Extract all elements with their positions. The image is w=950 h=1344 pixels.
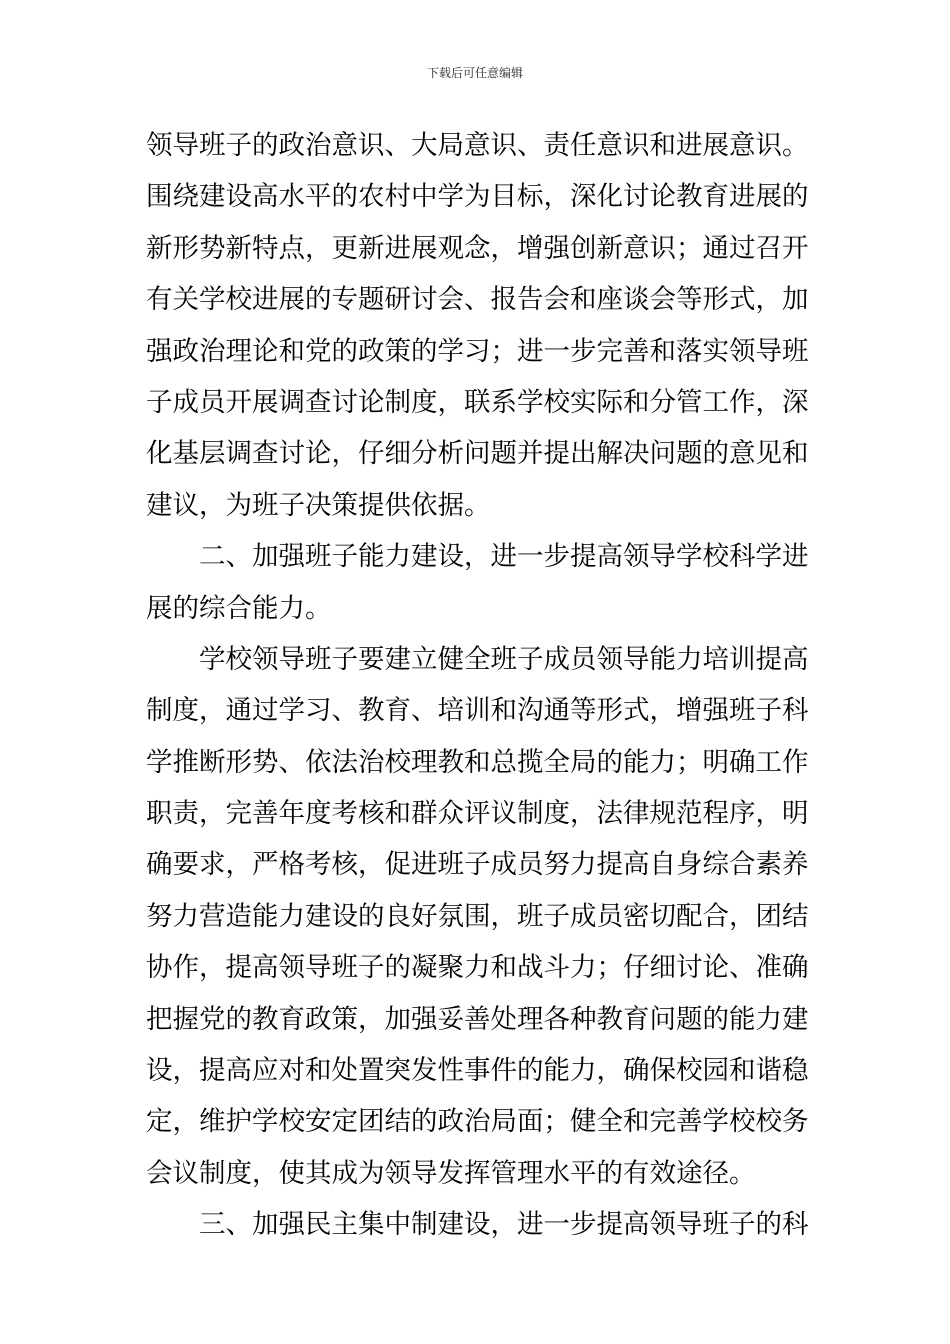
- text-line: 确要求，严格考核，促进班子成员努力提高自身综合素养: [146, 849, 809, 881]
- text-line: 子成员开展调查讨论制度，联系学校实际和分管工作，深: [146, 386, 809, 418]
- section-heading: 三、加强民主集中制建设，进一步提高领导班子的科: [199, 1209, 809, 1241]
- page-header: 下载后可任意编辑: [426, 66, 523, 80]
- text-line: 新形势新特点，更新进展观念，增强创新意识；通过召开: [146, 232, 809, 264]
- text-line: 会议制度，使其成为领导发挥管理水平的有效途径。: [146, 1157, 756, 1189]
- text-line: 制度，通过学习、教育、培训和沟通等形式，增强班子科: [146, 695, 809, 727]
- text-line: 职责，完善年度考核和群众评议制度，法律规范程序，明: [146, 798, 809, 830]
- text-line: 强政治理论和党的政策的学习；进一步完善和落实领导班: [146, 335, 809, 367]
- text-line: 领导班子的政治意识、大局意识、责任意识和进展意识。: [146, 130, 809, 161]
- text-line: 把握党的教育政策，加强妥善处理各种教育问题的能力建: [146, 1003, 809, 1035]
- text-line: 化基层调查讨论，仔细分析问题并提出解决问题的意见和: [146, 438, 809, 470]
- text-line: 努力营造能力建设的良好氛围，班子成员密切配合，团结: [146, 900, 809, 932]
- text-line: 围绕建设高水平的农村中学为目标，深化讨论教育进展的: [146, 181, 809, 213]
- text-line: 建议，为班子决策提供依据。: [146, 489, 491, 521]
- text-line: 展的综合能力。: [146, 592, 332, 624]
- text-line: 设，提高应对和处置突发性事件的能力，确保校园和谐稳: [146, 1055, 809, 1087]
- section-heading: 二、加强班子能力建设，进一步提高领导学校科学进: [199, 541, 809, 573]
- paragraph-start: 学校领导班子要建立健全班子成员领导能力培训提高: [199, 643, 809, 675]
- text-line: 定，维护学校安定团结的政治局面；健全和完善学校校务: [146, 1106, 809, 1138]
- text-line: 协作，提高领导班子的凝聚力和战斗力；仔细讨论、准确: [146, 952, 809, 984]
- text-line: 学推断形势、依法治校理教和总揽全局的能力；明确工作: [146, 746, 809, 778]
- document-body: [146, 120, 810, 1251]
- text-line: 有关学校进展的专题研讨会、报告会和座谈会等形式，加: [146, 284, 809, 316]
